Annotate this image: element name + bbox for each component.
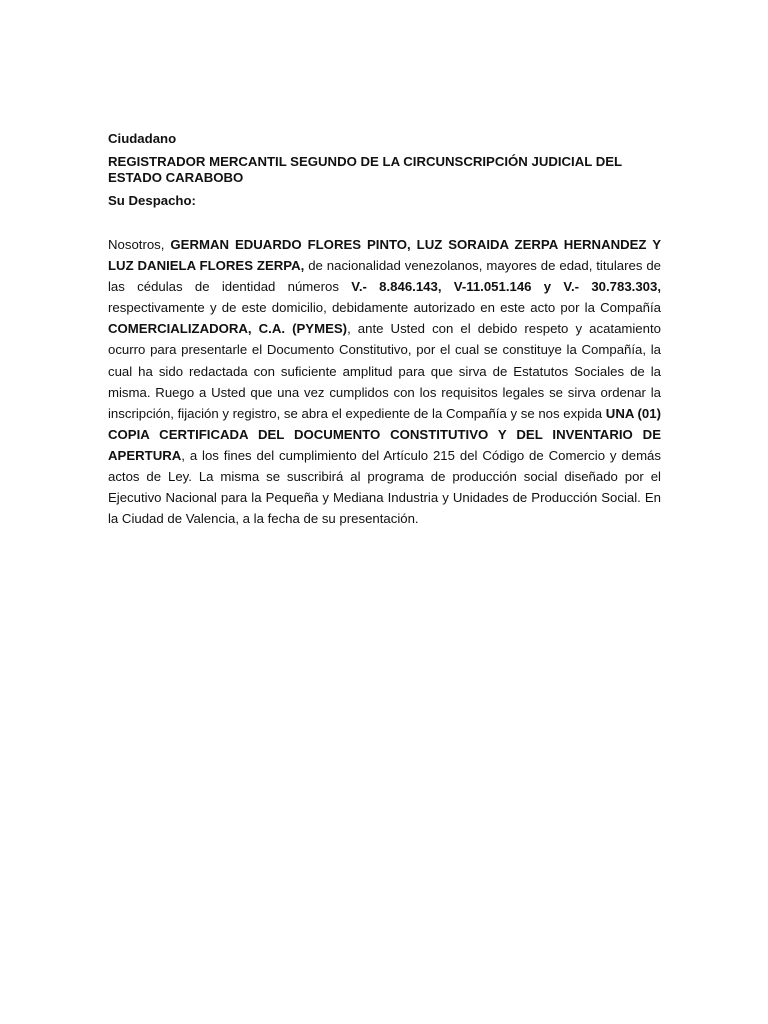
paragraph-segment: de nacionalidad venezolanos, mayores de edad, titulares de las cédulas de identidad números [108, 258, 661, 295]
office-line: Su Despacho: [108, 193, 196, 208]
document-page [108, 130, 661, 529]
addressee-title: REGISTRADOR MERCANTIL SEGUNDO DE LA CIRCUNSCRIPCIÓN JUDICIAL DEL ESTADO CARABOBO [108, 154, 622, 185]
salutation: Ciudadano [108, 131, 177, 146]
paragraph-segment: UNA (01) COPIA CERTIFICADA DEL DOCUMENTO CONSTITUTIVO Y DEL INVENTARIO DE APERTURA [108, 405, 661, 463]
body-paragraph [108, 234, 661, 529]
paragraph-segment: COMERCIALIZADORA, C.A. (PYMES) [108, 321, 348, 337]
paragraph-segment: , ante Usted con el debido respeto y acatamiento ocurro para presentarle el Documento Constitutivo, por el cual se constituye la Compañía, la cual ha sido redactada con suficiente amplitud para que sirva de Estatutos Sociales de la misma. Ruego a Usted que una vez cumplidos con los requisitos legales se sirva ordenar la inscripción, fijación y registro, se abra el expediente de la Compañía y se nos expida [108, 321, 661, 421]
paragraph-segment: V.- 8.846.143, V-11.051.146 y V.- 30.783.303, [351, 279, 661, 295]
paragraph-segment: , a los fines del cumplimiento del Artículo 215 del Código de Comercio y demás actos de Ley. La misma se suscribirá al programa de producción social diseñado por el Ejecutivo Nacional para la Pequeña y Mediana Industria y Unidades de Producción Social. En la Ciudad de Valencia, a la fecha de su presentación. [108, 447, 661, 527]
paragraph-segment: respectivamente y de este domicilio, debidamente autorizado en este acto por la Compañía [108, 300, 661, 316]
paragraph-segment: GERMAN EDUARDO FLORES PINTO, LUZ SORAIDA ZERPA HERNANDEZ Y LUZ DANIELA FLORES ZERPA, [108, 237, 661, 274]
paragraph-segment: Nosotros, [108, 237, 171, 252]
